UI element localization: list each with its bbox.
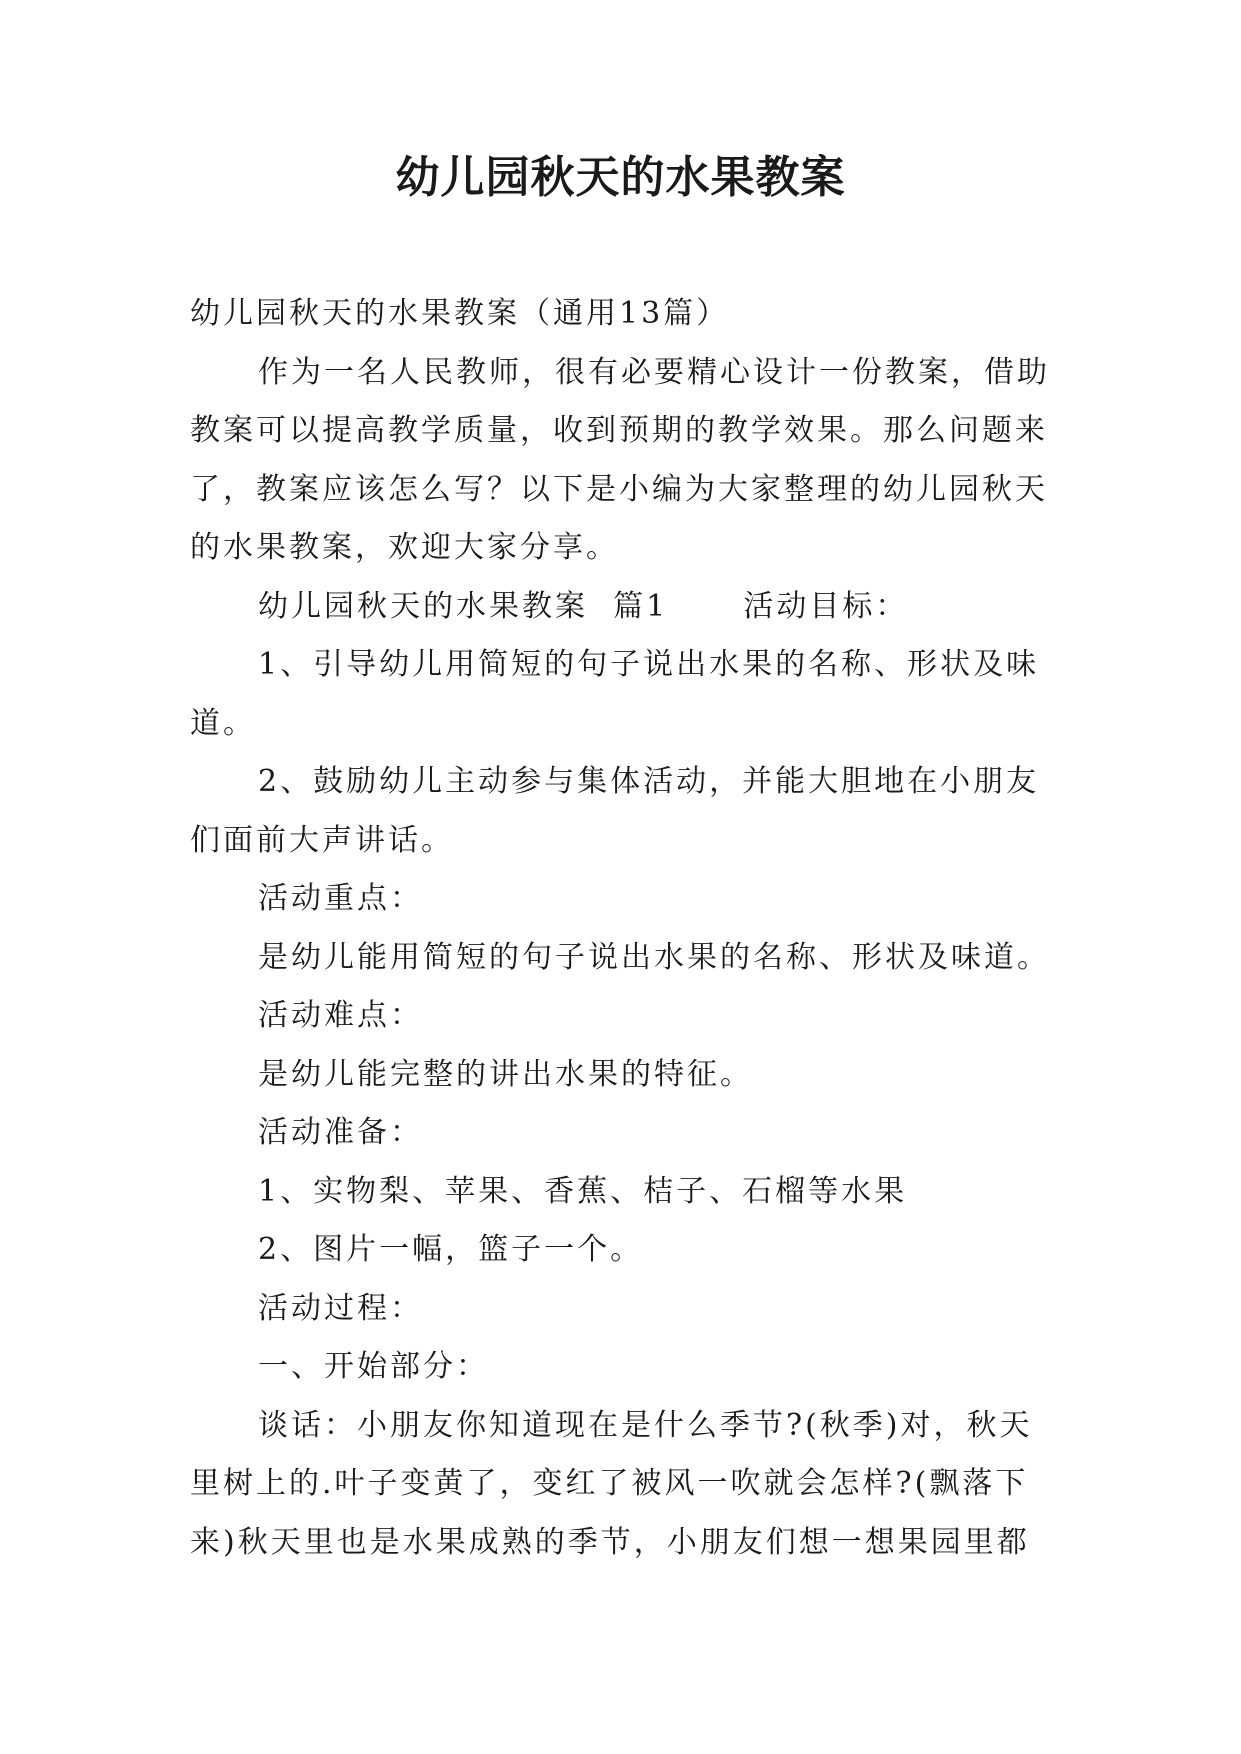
paragraph-line: 2、鼓励幼儿主动参与集体活动，并能大胆地在小朋友 — [258, 764, 1040, 799]
paragraph-line: 们面前大声讲话。 — [190, 822, 454, 858]
paragraph-line: 道。 — [190, 705, 256, 741]
section-heading-line: 幼儿园秋天的水果教案 篇1 活动目标： — [258, 588, 909, 624]
list-item-line: 1、实物梨、苹果、香蕉、桔子、石榴等水果 — [258, 1173, 908, 1209]
list-item-line: 2、图片一幅，篮子一个。 — [258, 1232, 644, 1267]
paragraph-line: 的水果教案，欢迎大家分享。 — [190, 530, 619, 565]
heading-line: 活动难点： — [258, 998, 423, 1033]
paragraph-line: 教案可以提高教学质量，收到预期的教学效果。那么问题来 — [190, 413, 1048, 448]
paragraph-line: 1、引导幼儿用简短的句子说出水果的名称、形状及味 — [258, 647, 1040, 682]
heading-line: 活动重点： — [258, 881, 423, 916]
subtitle-line: 幼儿园秋天的水果教案（通用13篇） — [190, 296, 730, 331]
paragraph-line: 是幼儿能完整的讲出水果的特征。 — [258, 1056, 753, 1092]
heading-line: 活动准备： — [258, 1115, 423, 1150]
heading-line: 一、开始部分： — [258, 1349, 489, 1384]
paragraph-line: 了，教案应该怎么写？以下是小编为大家整理的幼儿园秋天 — [190, 471, 1048, 507]
document-title: 幼儿园秋天的水果教案 — [395, 152, 846, 203]
paragraph-line: 里树上的.叶子变黄了，变红了被风一吹就会怎样?(飘落下 — [190, 1466, 1029, 1501]
document-body — [190, 285, 1070, 1572]
heading-line: 活动过程： — [258, 1290, 423, 1326]
paragraph-line: 谈话：小朋友你知道现在是什么季节?(秋季)对，秋天 — [258, 1407, 1033, 1443]
paragraph-line: 来)秋天里也是水果成熟的季节，小朋友们想一想果园里都 — [190, 1524, 1030, 1560]
paragraph-line: 作为一名人民教师，很有必要精心设计一份教案，借助 — [258, 354, 1050, 390]
paragraph-line: 是幼儿能用简短的句子说出水果的名称、形状及味道。 — [258, 939, 1050, 975]
